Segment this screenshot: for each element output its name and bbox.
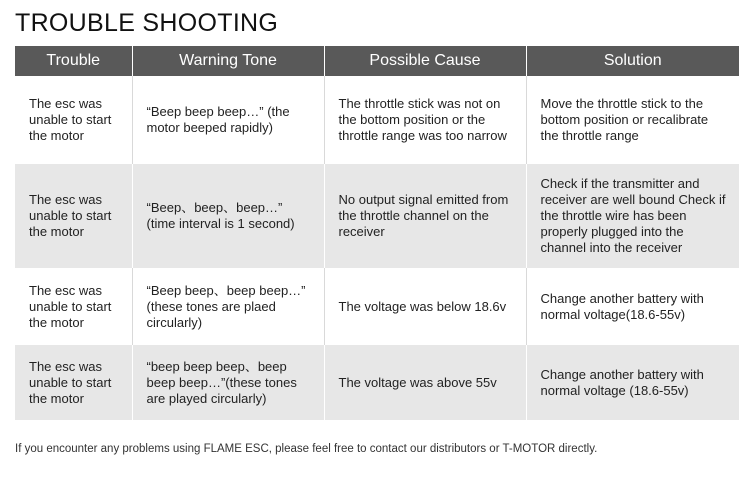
header-trouble: Trouble xyxy=(15,46,132,76)
table-header-row xyxy=(15,46,739,76)
cell-warning-tone: “beep beep beep、beep beep beep…”(these tones are played circularly) xyxy=(132,345,324,420)
header-warning-tone: Warning Tone xyxy=(132,46,324,76)
cell-trouble: The esc was unable to start the motor xyxy=(15,345,132,420)
header-solution: Solution xyxy=(526,46,739,76)
cell-possible-cause: The voltage was below 18.6v xyxy=(324,268,526,345)
cell-warning-tone: “Beep beep beep…” (the motor beeped rapidly) xyxy=(132,76,324,164)
cell-warning-tone: “Beep、beep、beep…” (time interval is 1 second) xyxy=(132,164,324,268)
cell-trouble: The esc was unable to start the motor xyxy=(15,268,132,345)
cell-possible-cause: The throttle stick was not on the bottom position or the throttle range was too narrow xyxy=(324,76,526,164)
cell-warning-tone: “Beep beep、beep beep…” (these tones are plaed circularly) xyxy=(132,268,324,345)
cell-trouble: The esc was unable to start the motor xyxy=(15,164,132,268)
page-title: TROUBLE SHOOTING xyxy=(15,9,279,37)
troubleshooting-table xyxy=(15,46,739,420)
cell-solution: Move the throttle stick to the bottom position or recalibrate the throttle range xyxy=(526,76,739,164)
cell-solution: Change another battery with normal voltage(18.6-55v) xyxy=(526,268,739,345)
cell-solution: Change another battery with normal voltage (18.6-55v) xyxy=(526,345,739,420)
footer-note: If you encounter any problems using FLAME ESC, please feel free to contact our distributors or T-MOTOR directly. xyxy=(15,443,598,455)
cell-solution: Check if the transmitter and receiver are well bound Check if the throttle wire has been properly plugged into the channel into the receiver xyxy=(526,164,739,268)
cell-trouble: The esc was unable to start the motor xyxy=(15,76,132,164)
table-row xyxy=(15,164,739,268)
header-possible-cause: Possible Cause xyxy=(324,46,526,76)
cell-possible-cause: The voltage was above 55v xyxy=(324,345,526,420)
table-row xyxy=(15,76,739,164)
table-row xyxy=(15,268,739,345)
cell-possible-cause: No output signal emitted from the throttle channel on the receiver xyxy=(324,164,526,268)
table-row xyxy=(15,345,739,420)
